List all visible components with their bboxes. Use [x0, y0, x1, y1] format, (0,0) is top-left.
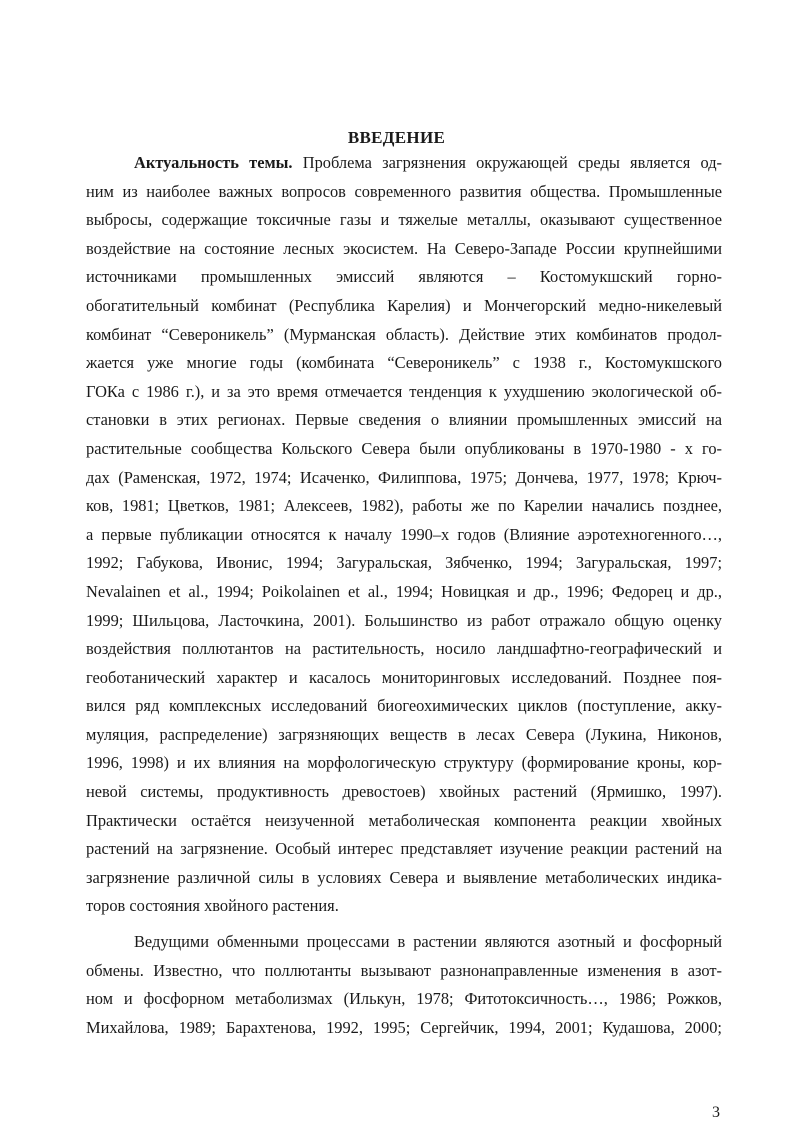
text-line: обмены. Известно, что поллютанты вызывают разнонаправленные изменения в азот-	[86, 960, 722, 980]
text-line: растений на загрязнение. Особый интерес представляет изучение реакции растений на	[86, 839, 722, 859]
text-line: торов состояния хвойного растения.	[86, 896, 339, 916]
text-line: становки в этих регионах. Первые сведения о влиянии промышленных эмиссий на	[86, 410, 722, 430]
line-text: Проблема загрязнения окружающей среды является од-	[292, 153, 722, 172]
paragraph-relevance	[86, 149, 722, 921]
text-line: вился ряд комплексных исследований биогеохимических циклов (поступление, акку-	[86, 696, 722, 716]
paragraph-gap	[86, 921, 722, 928]
text-line: 1996, 1998) и их влияния на морфологическую структуру (формирование кроны, кор-	[86, 753, 722, 773]
text-line: Ведущими обменными процессами в растении являются азотный и фосфорный	[134, 932, 722, 952]
text-line: жается уже многие годы (комбината “Североникель” с 1938 г., Костомукшского	[86, 353, 722, 373]
text-line: Nevalainen et al., 1994; Poikolainen et al., 1994; Новицкая и др., 1996; Федорец и др.,	[86, 581, 722, 601]
text-line: Михайлова, 1989; Барахтенова, 1992, 1995; Сергейчик, 1994, 2001; Кудашова, 2000;	[86, 1017, 722, 1037]
text-line: ГОКа с 1986 г.), и за это время отмечается тенденция к ухудшению экологической об-	[86, 381, 722, 401]
text-line: источниками промышленных эмиссий являются – Костомукшский горно-	[86, 267, 722, 287]
text-line: ним из наиболее важных вопросов современного развития общества. Промышленные	[86, 181, 722, 201]
text-line: Практически остаётся неизученной метаболическая компонента реакции хвойных	[86, 810, 722, 830]
text-line: ков, 1981; Цветков, 1981; Алексеев, 1982), работы же по Карелии начались позднее,	[86, 496, 722, 516]
text-line: выбросы, содержащие токсичные газы и тяжелые металлы, оказывают существенное	[86, 210, 722, 230]
text-line: муляция, распределение) загрязняющих веществ в лесах Севера (Лукина, Никонов,	[86, 724, 722, 744]
text-line: обогатительный комбинат (Республика Карелия) и Мончегорский медно-никелевый	[86, 295, 722, 315]
text-line: ном и фосфорном метаболизмах (Илькун, 1978; Фитотоксичность…, 1986; Рожков,	[86, 989, 722, 1009]
text-line: невой системы, продуктивность древостоев) хвойных растений (Ярмишко, 1997).	[86, 782, 722, 802]
text-line: а первые публикации относятся к началу 1990–х годов (Влияние аэротехногенного…,	[86, 524, 722, 544]
text-line: 1999; Шильцова, Ласточкина, 2001). Большинство из работ отражало общую оценку	[86, 610, 722, 630]
section-heading: ВВЕДЕНИЕ	[347, 128, 446, 147]
lead-phrase: Актуальность темы.	[134, 153, 293, 172]
text-line: комбинат “Североникель” (Мурманская область). Действие этих комбинатов продол-	[86, 324, 722, 344]
page-number: 3	[712, 1104, 720, 1121]
text-line: дах (Раменская, 1972, 1974; Исаченко, Филиппова, 1975; Дончева, 1977, 1978; Крюч-	[86, 467, 722, 487]
text-line: геоботанический характер и касалось мониторинговых исследований. Позднее поя-	[86, 667, 722, 687]
text-line: воздействие на состояние лесных экосистем. На Северо-Западе России крупнейшими	[86, 238, 722, 258]
text-line: воздействия поллютантов на растительность, носило ландшафтно-географический и	[86, 639, 722, 659]
paragraph-metabolism	[86, 928, 722, 1042]
text-line	[86, 149, 722, 178]
body-text	[86, 149, 722, 1042]
text-line: растительные сообщества Кольского Севера были опубликованы в 1970-1980 - х го-	[86, 438, 722, 458]
text-line: 1992; Габукова, Ивонис, 1994; Загуральская, Зябченко, 1994; Загуральская, 1997;	[86, 553, 722, 573]
text-line: загрязнение различной силы в условиях Севера и выявление метаболических индика-	[86, 867, 722, 887]
